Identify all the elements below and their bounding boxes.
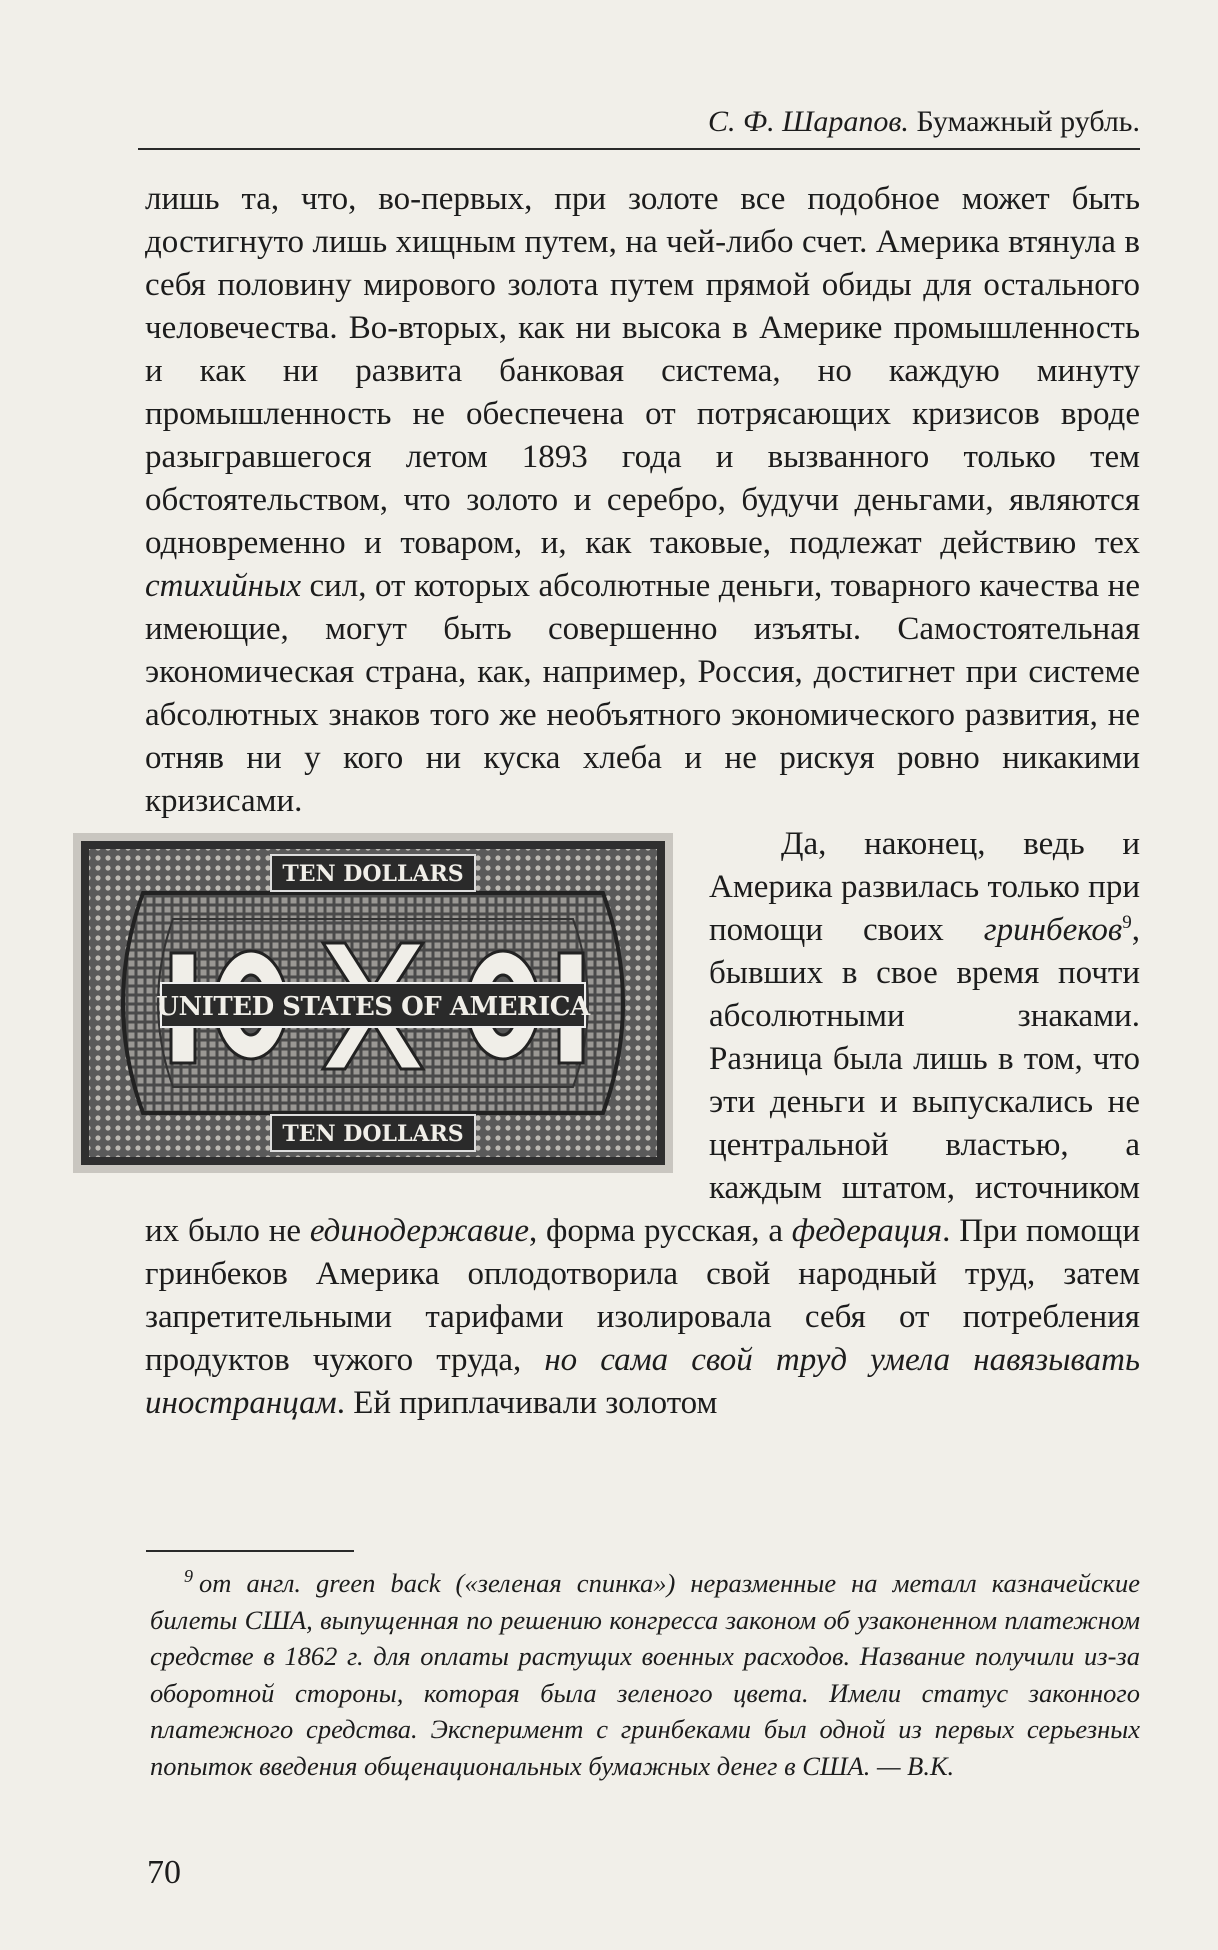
banknote-center-label: UNITED STATES OF AMERICA: [156, 992, 590, 1022]
greenbacks-term: гринбеков: [983, 912, 1123, 948]
paragraph-2-end: . Ей приплачивали золотом: [336, 1385, 718, 1421]
paragraph-2-part: , бывших в свое время почти абсолютными знаками. Разница была лишь в том, что эти деньги и выпускались не центральной властью, а каждым штатом, источником их было не: [145, 912, 1140, 1249]
paragraph-2-part: , форма русская, а: [528, 1213, 792, 1249]
banknote-image: [73, 833, 673, 1173]
banknote-figure: [73, 833, 673, 1173]
banknote-top-label: TEN DOLLARS: [282, 861, 464, 887]
banknote-bottom-label: TEN DOLLARS: [282, 1121, 464, 1147]
paragraph-2-part: . При помощи гринбеков Америка оплодотворила свой народный труд, затем запретительными тарифами изолировала себя от потребления продуктов чужого труда,: [145, 1213, 1140, 1378]
footnote-text: от англ. green back («зеленая спинка») неразменные на металл казначейские билеты США, выпущенная по решению конгресса законом об узаконенном платежном средстве в 1862 г. для оплаты растущих военных расходов. Название получили из-за оборотной стороны, которая была зеленого цвета. Имели статус законного платежного средства. Эксперимент с гринбеками был одной из первых серьезных попыток введения общенациональных бумажных денег в США. — В.К.: [150, 1568, 1140, 1781]
body-text: [145, 178, 1140, 1425]
header-author: С. Ф. Шарапов.: [707, 105, 909, 138]
federation-term: федерация: [791, 1213, 943, 1249]
paragraph-1-emphasis: стихийных: [145, 568, 301, 604]
running-head: [150, 104, 1140, 140]
footnote-rule: [146, 1550, 354, 1552]
autocracy-term: единодержавие: [309, 1213, 529, 1249]
paragraph-1-end: сил, от которых абсолютные деньги, товарного качества не имеющие, могут быть совершенно изъяты. Самостоятельная экономическая страна, как, например, Россия, достигнет при системе абсолютных знаков того же необъятного экономического развития, не отняв ни у кого ни куска хлеба и не рискуя ровно никакими кризисами.: [145, 568, 1140, 819]
header-rule: [138, 148, 1140, 150]
footnote-ref[interactable]: 9: [1122, 912, 1132, 933]
header-title: Бумажный рубль.: [916, 105, 1140, 138]
page-number: 70: [147, 1854, 181, 1891]
paragraph-1: [145, 178, 1140, 823]
paragraph-1-text: лишь та, что, во-первых, при золоте все подобное может быть достигнуто лишь хищным путем, на чей-либо счет. Америка втянула в себя половину мирового золота путем прямой обиды для остального человечества. Во-вторых, как ни высока в Америке промышленность и как ни развита банковая система, но каждую минуту промышленность не обеспечена от потрясающих кризисов вроде разыгравшегося летом 1893 года и вызванного только тем обстоятельством, что золото и серебро, будучи деньгами, являются одновременно и товаром, и, как таковые, подлежат действию тех: [145, 181, 1140, 561]
footnote-mark: 9: [184, 1566, 193, 1587]
footnote: [150, 1565, 1140, 1784]
paragraph-2-text: Да, наконец, ведь и Америка развилась только при помощи своих: [709, 826, 1140, 948]
paragraph-2-emphasis: но сама свой труд умела навязывать иностранцам: [145, 1342, 1140, 1421]
